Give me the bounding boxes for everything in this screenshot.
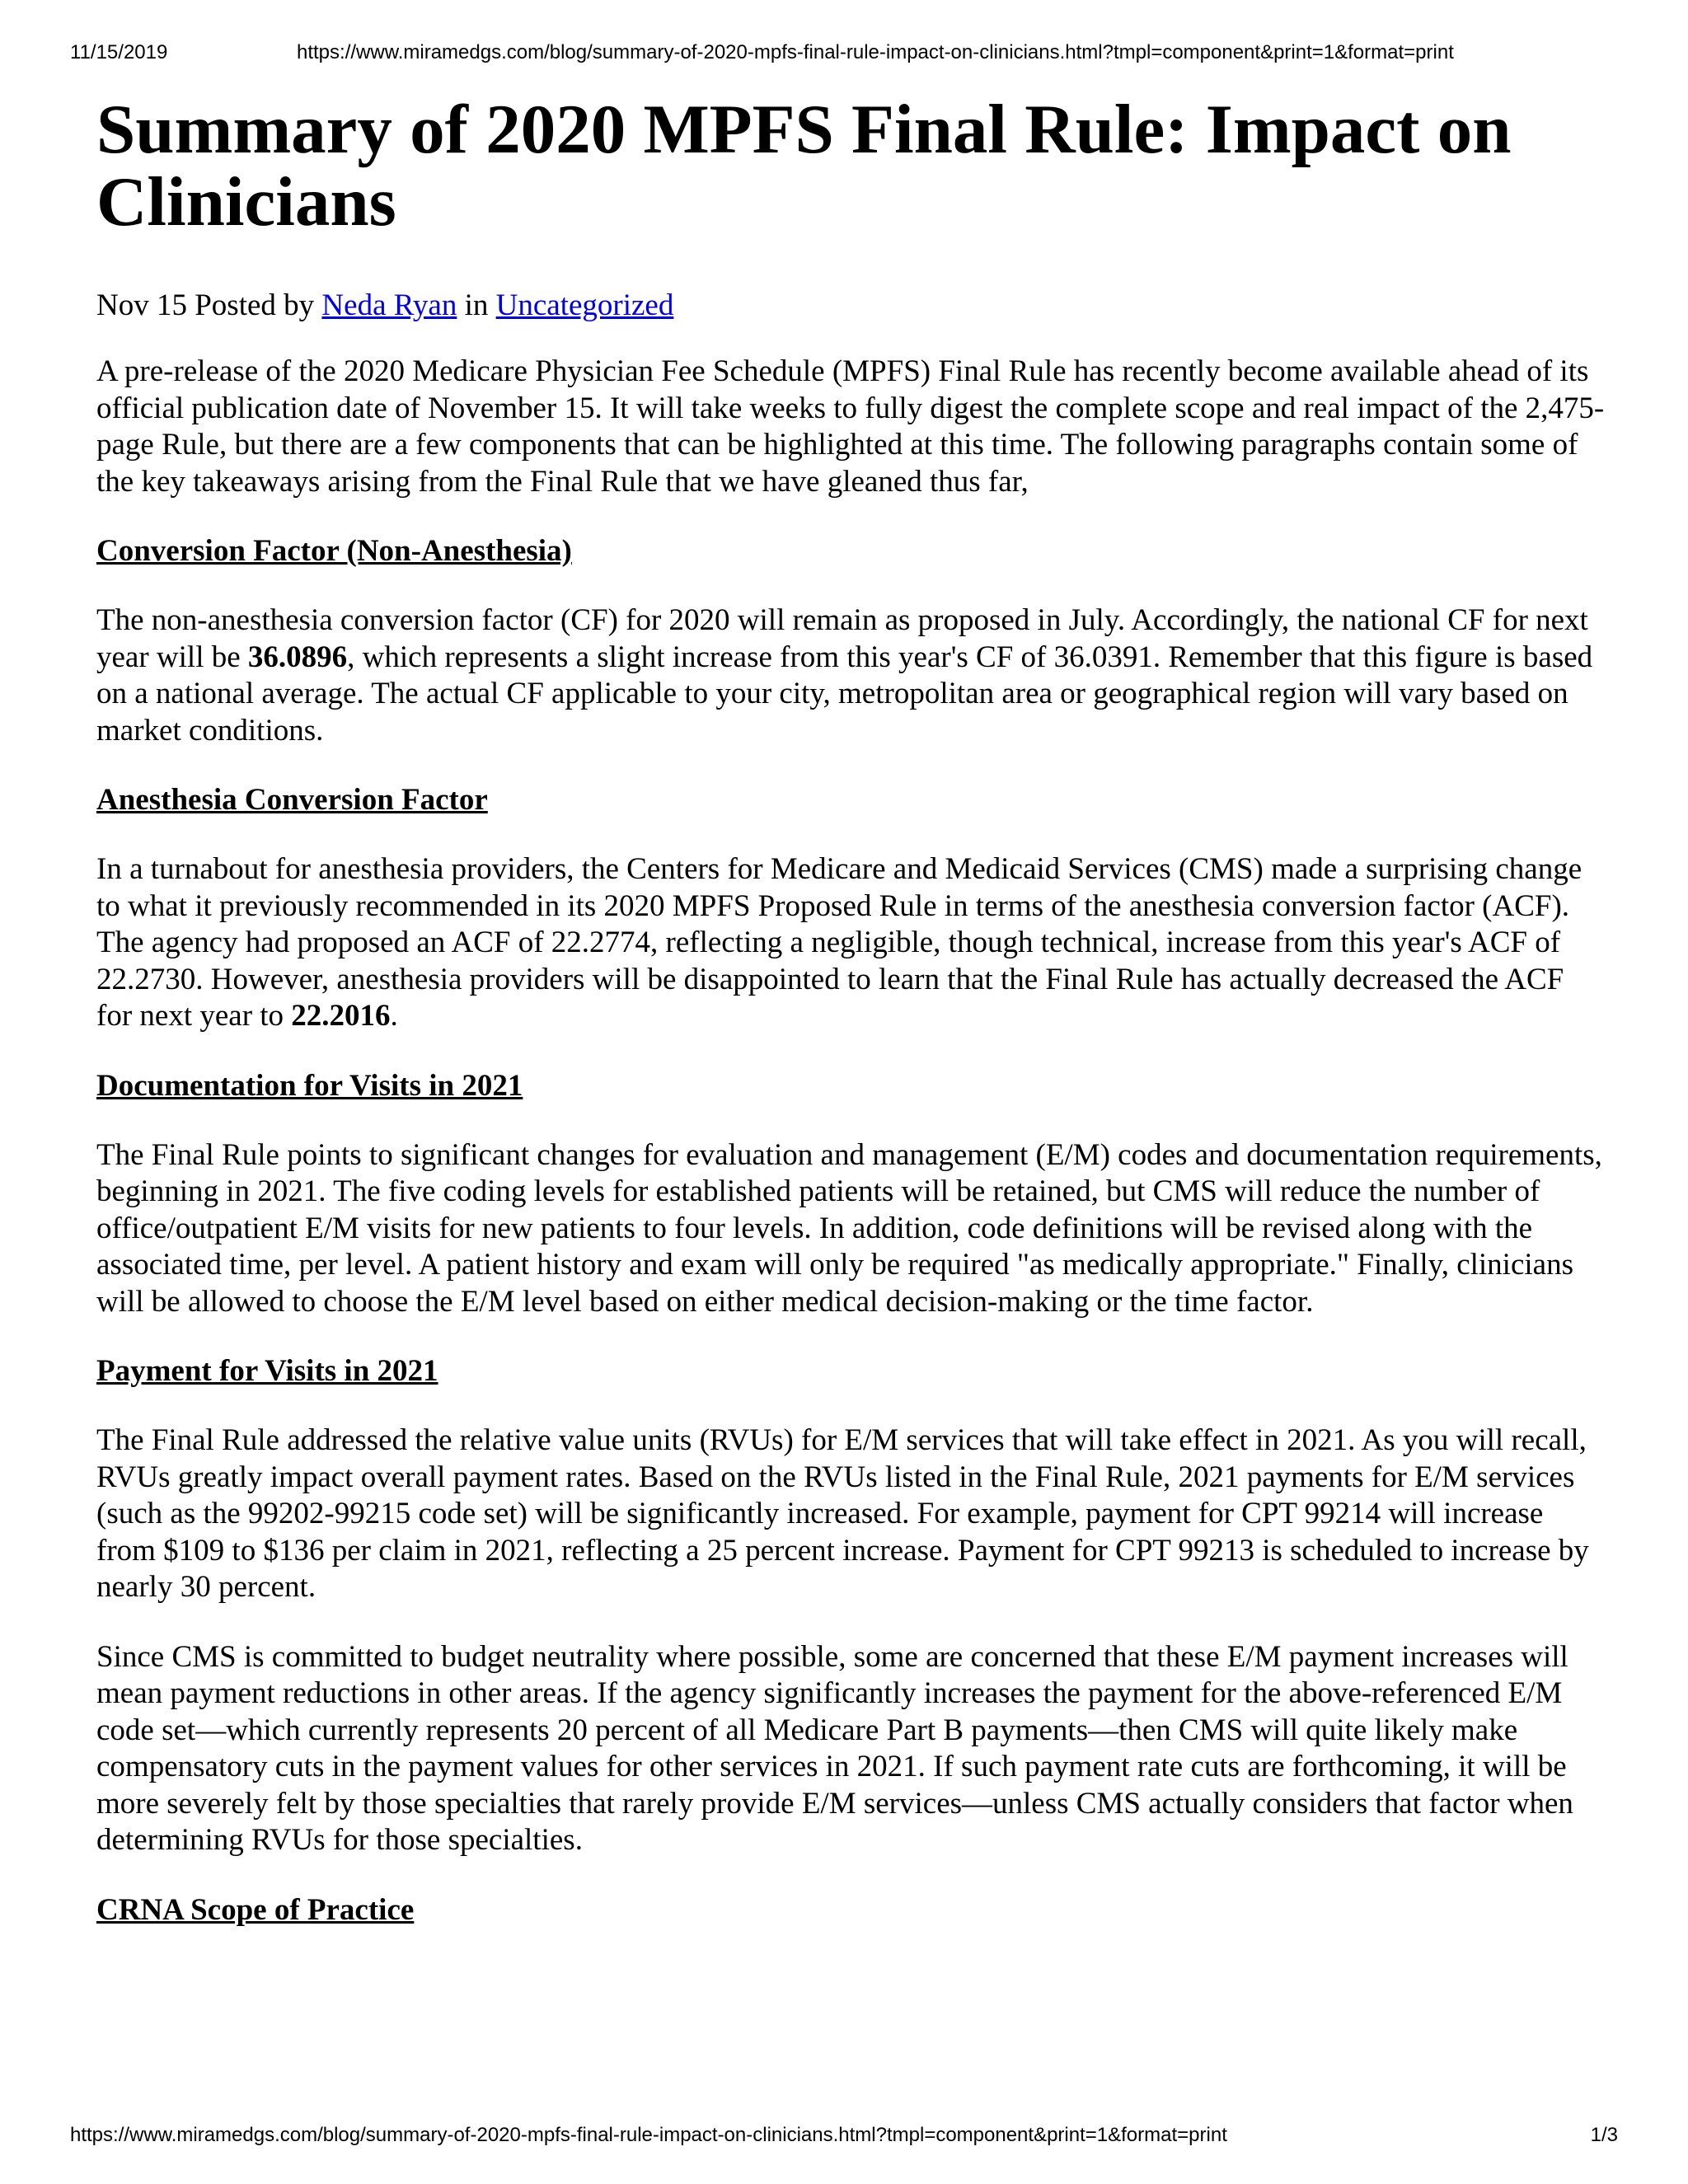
text-run: . — [390, 999, 398, 1033]
anesthesia-cf-paragraph — [96, 851, 1605, 1035]
posted-by-label: Posted by — [195, 288, 315, 322]
print-header-url: https://www.miramedgs.com/blog/summary-of-2020-mpfs-final-rule-impact-on-clinicians.html?tmpl=component&print=1&format=print — [297, 41, 1454, 63]
documentation-paragraph: The Final Rule points to significant changes for evaluation and management (E/M) codes and documentation requirements, beginning in 2021. The five coding levels for established patients will be retained, but CMS will reduce the number of office/outpatient E/M visits for new patients to four levels. In addition, code definitions will be revised along with the associated time, per level. A patient history and exam will only be required "as medically appropriate." Finally, clinicians will be allowed to choose the E/M level based on either medical decision-making or the time factor. — [96, 1137, 1602, 1319]
acf-value: 22.2016 — [291, 999, 391, 1033]
cf-value: 36.0896 — [247, 640, 348, 674]
page-number: 1/3 — [1590, 2124, 1618, 2146]
section-heading-payment: Payment for Visits in 2021 — [96, 1354, 438, 1388]
in-label: in — [464, 288, 489, 322]
print-footer-url: https://www.miramedgs.com/blog/summary-of-2020-mpfs-final-rule-impact-on-clinicians.html?tmpl=component&print=1&format=print — [70, 2124, 1227, 2146]
article-title: Summary of 2020 MPFS Final Rule: Impact on Clinicians — [96, 91, 1512, 241]
section-heading-documentation: Documentation for Visits in 2021 — [96, 1068, 523, 1103]
text-run: In a turnabout for anesthesia providers, the Centers for Medicare and Medicaid Services (CMS) made a surprising change to what it previously recommended in its 2020 MPFS Proposed Rule in terms of the anesthesia conversion factor (ACF). The agency had proposed an ACF of 22.2774, reflecting a negligible, though technical, increase from this year's ACF of 22.2730. However, anesthesia providers will be disappointed to learn that the Final Rule has actually decreased the ACF for next year to — [96, 852, 1582, 1033]
author-link[interactable]: Neda Ryan — [321, 288, 457, 322]
article-meta — [96, 288, 1605, 324]
intro-paragraph: A pre-release of the 2020 Medicare Physician Fee Schedule (MPFS) Final Rule has recently become available ahead of its official publication date of November 15. It will take weeks to fully digest the complete scope and real impact of the 2,475-page Rule, but there are a few components that can be highlighted at this time. The following paragraphs contain some of the key takeaways arising from the Final Rule that we have gleaned thus far, — [96, 354, 1605, 499]
payment-paragraph-1: The Final Rule addressed the relative value units (RVUs) for E/M services that will take effect in 2021. As you will recall, RVUs greatly impact overall payment rates. Based on the RVUs listed in the Final Rule, 2021 payments for E/M services (such as the 99202-99215 code set) will be significantly increased. For example, payment for CPT 99214 will increase from $109 to $136 per claim in 2021, reflecting a 25 percent increase. Payment for CPT 99213 is scheduled to increase by nearly 30 percent. — [96, 1423, 1589, 1604]
section-heading-conversion-factor: Conversion Factor (Non-Anesthesia) — [96, 534, 572, 568]
text-run: The non-anesthesia conversion factor (CF) for 2020 will remain as proposed in July. Accordingly, the national CF for next year will be — [96, 603, 1588, 674]
text-run: , which represents a slight increase from this year's CF of 36.0391. Remember that this figure is based on a national average. The actual CF applicable to your city, metropolitan area or geographical region will vary based on market conditions. — [96, 640, 1593, 748]
post-date: Nov 15 — [96, 288, 187, 322]
section-heading-crna: CRNA Scope of Practice — [96, 1892, 415, 1927]
category-link[interactable]: Uncategorized — [495, 288, 674, 322]
conversion-factor-paragraph — [96, 602, 1605, 749]
payment-paragraph-2: Since CMS is committed to budget neutrality where possible, some are concerned that these E/M payment increases will mean payment reductions in other areas. If the agency significantly increases the payment for the above-referenced E/M code set—which currently represents 20 percent of all Medicare Part B payments—then CMS will quite likely make compensatory cuts in the payment values for other services in 2021. If such payment rate cuts are forthcoming, it will be more severely felt by those specialties that rarely provide E/M services—unless CMS actually considers that factor when determining RVUs for those specialties. — [96, 1639, 1573, 1857]
article — [96, 93, 1605, 1961]
section-heading-anesthesia-conversion-factor: Anesthesia Conversion Factor — [96, 783, 488, 817]
print-date: 11/15/2019 — [70, 41, 168, 63]
